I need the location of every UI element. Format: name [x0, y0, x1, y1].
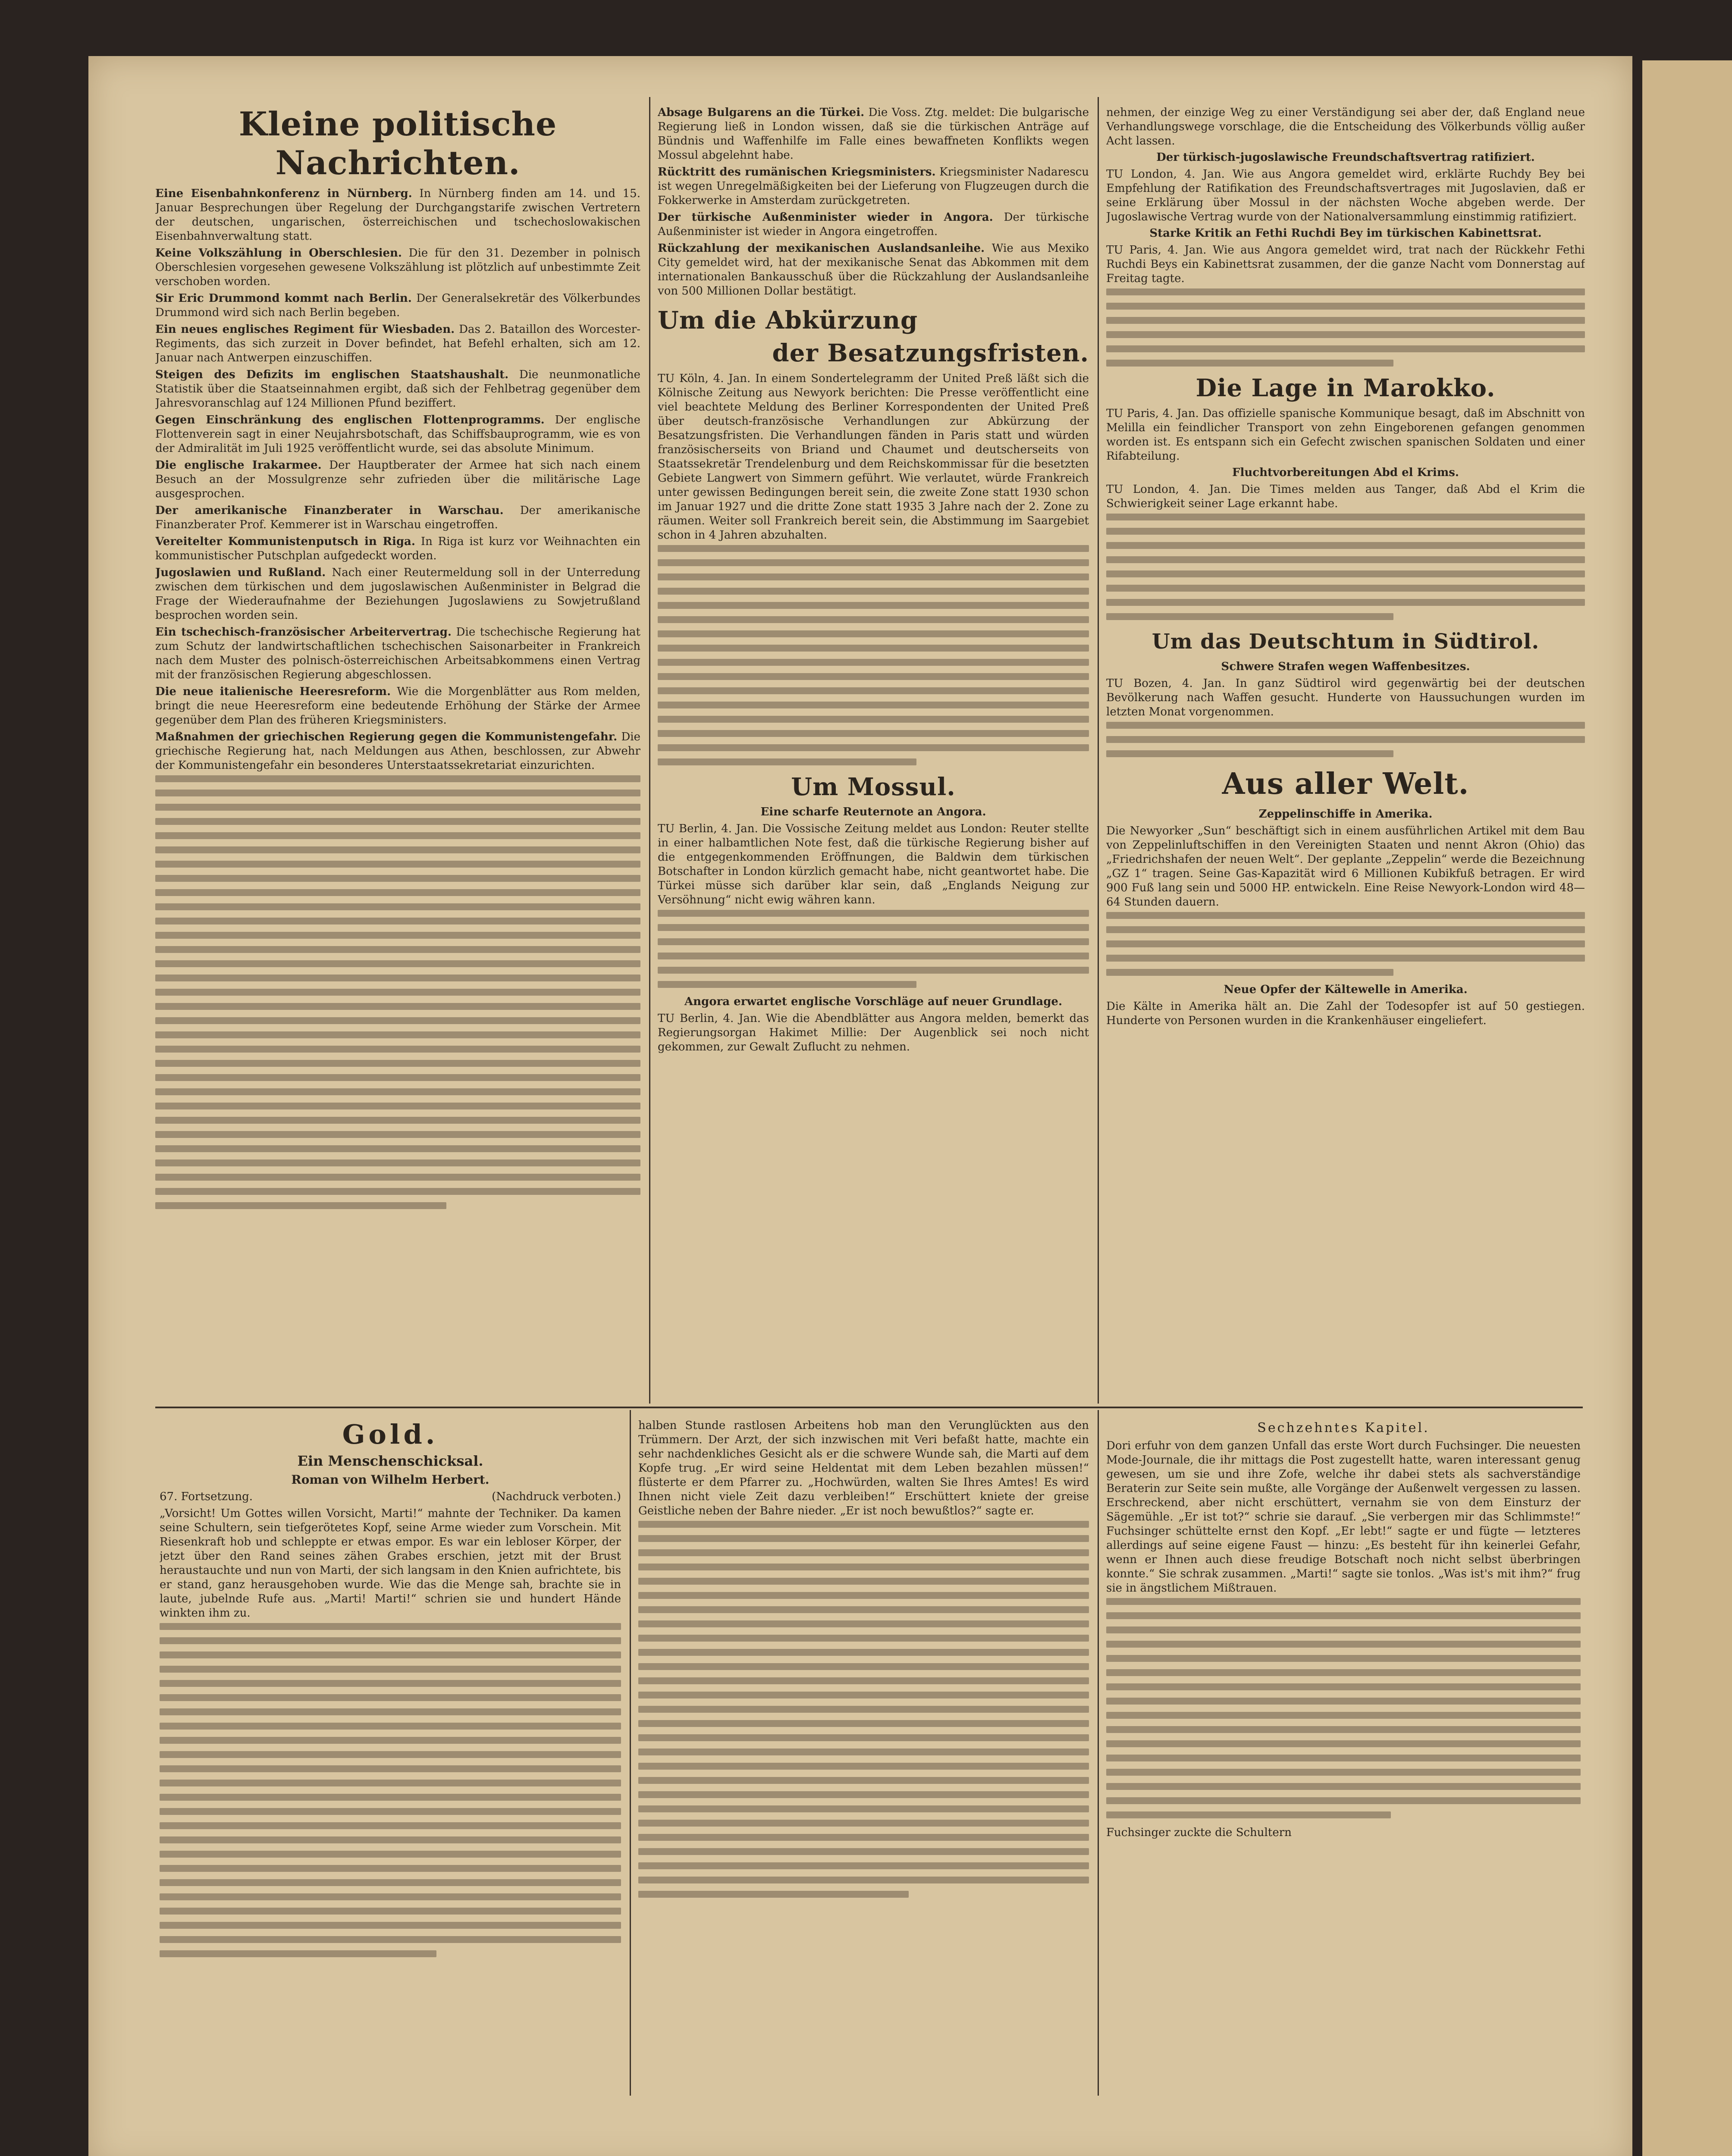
article-title: Die Lage in Marokko.	[1195, 374, 1496, 402]
news-item-headline: Keine Volkszählung in Oberschlesien.	[155, 247, 402, 260]
news-item-text: Der Generalsekretär des Völkerbundes Drummond wird sich nach Berlin begeben.	[155, 292, 640, 319]
article-text: TU Köln, 4. Jan. In einem Sondertelegramm der United Preß läßt sich die Kölnische Zeitung aus Newyork berichten: Die Presse veröffentlicht eine viel beachtete Meldung des Berliner Korrespondenten der United Preß über deutsch-französische Verhandlungen zur Abkürzung der Besatzungsfristen. Die Verhandlungen fänden in Paris statt und würden französischerseits von Briand und Chaumet und deutscherseits von Staatssekretär Trendelenburg und dem Reichskommissar für die besetzten Gebiete Langwert von Simmern geführt. Wie verlautet, würde Frankreich unter gewissen Bedingungen bereit sein, die zweite Zone statt 1930 schon im Januar 1927 und die dritte Zone statt 1935 3 Jahre nach der 2. Zone zu räumen. Weiter soll Frankreich bereit sein, die Abstimmung im Saargebiet schon in 4 Jahren abzuhalten.	[658, 372, 1089, 542]
serial-text: halben Stunde rastlosen Arbeitens hob man den Verunglückten aus den Trümmern. Der Arzt, der sich inzwischen mit Veri befaßt hatte, machte ein sehr nachdenkliches Gesicht als er die schwere Wunde sah, die Marti auf dem Kopfe trug. „Er wird seine Heldentat mit dem Leben bezahlen müssen!“ flüsterte er dem Pfarrer zu. „Hochwürden, walten Sie Ihres Amtes! Es wird Ihnen nicht viele Zeit dazu verbleiben!“ Erschüttert kniete der greise Geistliche neben der Bahre nieder. „Er ist noch bewußtlos?“ sagte er.	[638, 1419, 1089, 1517]
serial-column-right	[1106, 1419, 1581, 2091]
news-item-text: Der amerikanische Finanzberater Prof. Kemmerer ist in Warschau eingetroffen.	[155, 504, 640, 531]
serial-column-left	[160, 1419, 621, 2091]
news-item-text: Die neunmonatliche Statistik über die Staatseinnahmen ergibt, daß sich der Fehlbetrag gegenüber dem Jahresvoranschlag auf 124 Millionen Pfund beziffert.	[155, 368, 640, 410]
news-item-headline: Ein neues englisches Regiment für Wiesbaden.	[155, 323, 455, 336]
news-item	[155, 504, 640, 532]
serial-column-middle	[638, 1419, 1089, 2091]
news-item	[658, 210, 1089, 239]
news-item	[155, 368, 640, 411]
article-text: TU Paris, 4. Jan. Wie aus Angora gemeldet wird, trat nach der Rückkehr Fethi Ruchdi Beys ein Kabinettsrat zusammen, der die ganze Nacht vom Donnerstag auf Freitag tagte.	[1106, 244, 1585, 285]
text-filler	[658, 910, 1089, 988]
article-subtitle: Starke Kritik an Fethi Ruchdi Bey im türkischen Kabinettsrat.	[1149, 227, 1542, 240]
article-text: nehmen, der einzige Weg zu einer Verständigung sei aber der, daß England neue Verhandlungswege vorschlage, die die Entscheidung des Völkerbunds völlig außer Acht lassen.	[1106, 106, 1585, 147]
article-text: Die Kälte in Amerika hält an. Die Zahl der Todesopfer ist auf 50 gestiegen. Hunderte von Personen wurden in die Krankenhäuser eingeliefert.	[1106, 1000, 1585, 1027]
news-item	[658, 241, 1089, 298]
news-item-text: Der englische Flottenverein sagt in einer Neujahrsbotschaft, das Schiffsbauprogramm, wie es von der Admiralität im Juli 1925 veröffentlicht wurde, sei das absolute Minimum.	[155, 414, 640, 455]
serial-text: Dori erfuhr von dem ganzen Unfall das erste Wort durch Fuchsinger. Die neuesten Mode-Journale, die ihr mittags die Post zugestellt hatte, waren interessant genug gewesen, um sie und ihre Zofe, welche ihr dabei stets als sachverständige Beraterin zur Seite sein mußte, alle Vorgänge der Außenwelt vergessen zu lassen. Erschreckend, aber nicht erschüttert, vernahm sie von dem Einsturz der Sägemühle. „Er ist tot?“ schrie sie darauf. „Sie verbergen mir das Schlimmste!“ Fuchsinger schüttelte ernst den Kopf. „Er lebt!“ sagte er und fügte — letzteres allerdings auf seine eigene Faust — hinzu: „Es besteht für ihn keinerlei Gefahr, wenn er Ihnen auch diese freudige Botschaft noch nicht selbst überbringen konnte.“ Sie schrak zusammen. „Marti!“ sagte sie tonlos. „Was ist's mit ihm?“ frug sie in ängstlichem Mißtrauen.	[1106, 1439, 1581, 1595]
news-item	[155, 323, 640, 365]
news-item	[155, 730, 640, 773]
news-item	[155, 566, 640, 623]
news-item-headline: Die neue italienische Heeresreform.	[155, 685, 391, 698]
news-item-text: Die für den 31. Dezember in polnisch Oberschlesien vorgesehen gewesene Volkszählung ist plötzlich auf unbestimmte Zeit verschoben worden.	[155, 247, 640, 288]
news-item-headline: Sir Eric Drummond kommt nach Berlin.	[155, 292, 412, 305]
article-title: Aus aller Welt.	[1222, 767, 1469, 801]
news-item-text: Kriegsminister Nadarescu ist wegen Unregelmäßigkeiten bei der Lieferung von Flugzeugen durch die Fokkerwerke in Amsterdam zurückgetreten.	[658, 166, 1089, 207]
article-text: TU London, 4. Jan. Wie aus Angora gemeldet wird, erklärte Ruchdy Bey bei Empfehlung der Ratifikation des Freundschaftsvertrages mit Jugoslavien, daß er seine Erklärung über Mossul in der nächsten Woche abgeben werde. Der Jugoslawische Vertrag wurde von der Nationalversammlung einstimmig ratifiziert.	[1106, 168, 1585, 223]
feuilleton-divider	[155, 1407, 1583, 1408]
column-rule	[1098, 1410, 1099, 2096]
news-item-text: Der türkische Außenminister ist wieder in Angora eingetroffen.	[658, 211, 1089, 238]
middle-column	[658, 106, 1089, 1401]
news-item-headline: Der türkische Außenminister wieder in Angora.	[658, 211, 993, 224]
serial-copyright: (Nachdruck verboten.)	[492, 1490, 621, 1503]
article-subtitle: Angora erwartet englische Vorschläge auf neuer Grundlage.	[684, 995, 1063, 1008]
news-item-text: Die tschechische Regierung hat zum Schutz der landwirtschaftlichen tschechischen Saisonarbeiter in Frankreich nach dem Muster des polnisch-österreichischen Arbeitsabkommens einen Vertrag mit der französischen Regierung abgeschlossen.	[155, 626, 640, 681]
article-text: TU Berlin, 4. Jan. Wie die Abendblätter aus Angora melden, bemerkt das Regierungsorgan Hakimet Millie: Der Augenblick sei noch nicht gekommen, zur Gewalt Zuflucht zu nehmen.	[658, 1012, 1089, 1053]
news-item-text: In Riga ist kurz vor Weihnachten ein kommunistischer Putschplan aufgedeckt worden.	[155, 535, 640, 562]
news-item	[155, 535, 640, 563]
news-item-headline: Gegen Einschränkung des englischen Flottenprogramms.	[155, 414, 545, 426]
text-filler	[658, 545, 1089, 765]
news-item	[155, 291, 640, 320]
article-subtitle: Eine scharfe Reuternote an Angora.	[760, 805, 986, 818]
news-item-text: Die griechische Regierung hat, nach Meldungen aus Athen, beschlossen, zur Abwehr der Kommunistengefahr ein besonderes Unterstaatssekretariat einzurichten.	[155, 730, 640, 772]
column-rule	[649, 97, 650, 1404]
text-filler	[160, 1623, 621, 1957]
serial-text: „Vorsicht! Um Gottes willen Vorsicht, Marti!“ mahnte der Techniker. Da kamen seine Schultern, sein tiefgerötetes Kopf, seine Arme wieder zum Vorschein. Mit Riesenkraft hob und schleppte er etwas empor. Es war ein lebloser Körper, der jetzt über den Rand seines zähen Grabes erschien, jetzt mit der Brust heraustauchte und nun von Marti, der sich langsam in den Knien aufrichtete, bis er stand, ganz herausgehoben wurde. Wie das die Menge sah, brachte sie in laute, jubelnde Rufe aus. „Marti! Marti!“ schrien sie und hundert Hände winkten ihm zu.	[160, 1507, 621, 1620]
news-item-text: Wie die Morgenblätter aus Rom melden, bringt die neue Heeresreform eine bedeutende Erhöhung der Stärke der Armee gegenüber dem Plan des früheren Kriegsministers.	[155, 685, 640, 727]
serial-title: Gold.	[342, 1419, 439, 1450]
news-item-headline: Rücktritt des rumänischen Kriegsministers.	[658, 166, 936, 179]
article-text: TU Paris, 4. Jan. Das offizielle spanische Kommunique besagt, daß im Abschnitt von Melilla ein feindlicher Transport von zehn Eingeborenen gefangen genommen worden ist. Es entspann sich ein Gefecht zwischen spanischen Soldaten und einer Rifabteilung.	[1106, 407, 1585, 463]
article-text: TU Berlin, 4. Jan. Die Vossische Zeitung meldet aus London: Reuter stellte in einer halbamtlichen Note fest, daß die türkische Regierung bisher auf die entgegenkommenden Eröffnungen, die Baldwin dem türkischen Botschafter in London kürzlich gemacht habe, nicht geantwortet habe. Die Türkei müsse sich darüber klar sein, daß „Englands Neigung zur Versöhnung“ nicht ewig währen kann.	[658, 822, 1089, 906]
news-item	[155, 246, 640, 289]
article-subtitle: Schwere Strafen wegen Waffenbesitzes.	[1221, 660, 1470, 673]
news-item-text: Wie aus Mexiko City gemeldet wird, hat der mexikanische Senat das Abkommen mit dem internationalen Bankausschuß über die Rückzahlung der Auslandsanleihe von 500 Millionen Dollar bestätigt.	[658, 242, 1089, 298]
serial-continuation: 67. Fortsetzung.	[160, 1490, 253, 1503]
article-text: TU London, 4. Jan. Die Times melden aus Tanger, daß Abd el Krim die Schwierigkeit seiner Lage erkannt habe.	[1106, 483, 1585, 510]
article-title: Um Mossul.	[791, 773, 956, 801]
serial-last-line: Fuchsinger zuckte die Schultern	[1106, 1826, 1292, 1839]
news-item-headline: Maßnahmen der griechischen Regierung gegen die Kommunistengefahr.	[155, 730, 618, 743]
news-item-headline: Eine Eisenbahnkonferenz in Nürnberg.	[155, 187, 412, 200]
article-title-line2: der Besatzungsfristen.	[772, 339, 1089, 367]
article-text: TU Bozen, 4. Jan. In ganz Südtirol wird gegenwärtig bei der deutschen Bevölkerung nach Waffen gesucht. Hunderte von Haussuchungen wurden im letzten Monat vorgenommen.	[1106, 677, 1585, 718]
article-subtitle: Zeppelinschiffe in Amerika.	[1258, 808, 1433, 821]
text-filler	[1106, 514, 1585, 620]
news-item-headline: Vereitelter Kommunistenputsch in Riga.	[155, 535, 415, 548]
news-item-text: In Nürnberg finden am 14. und 15. Januar Besprechungen über Regelung der Durchgangstarife zwischen Vertretern der deutschen, ungarischen, österreichischen und tschechoslowakischen Eisenbahnverwaltung statt.	[155, 187, 640, 243]
news-item-headline: Die englische Irakarmee.	[155, 459, 322, 472]
chapter-title: Sechzehntes Kapitel.	[1257, 1420, 1430, 1435]
news-item	[155, 685, 640, 727]
column-rule	[630, 1410, 631, 2096]
news-item	[658, 106, 1089, 163]
article-title-line1: Um die Abkürzung	[658, 306, 918, 335]
article-title: Um das Deutschtum in Südtirol.	[1152, 630, 1540, 654]
news-item	[155, 625, 640, 682]
news-item	[658, 165, 1089, 208]
news-items	[658, 106, 1089, 298]
text-filler	[155, 775, 640, 1209]
text-filler	[1106, 912, 1585, 976]
news-item-headline: Absage Bulgarens an die Türkei.	[658, 106, 865, 119]
text-filler	[1106, 722, 1585, 757]
left-column	[155, 101, 640, 1401]
adjacent-page-edge	[1642, 60, 1732, 2156]
text-filler	[1106, 1598, 1581, 1818]
news-item-headline: Steigen des Defizits im englischen Staatshaushalt.	[155, 368, 509, 381]
news-item-text: Das 2. Bataillon des Worcester-Regiments, das sich zurzeit in Dover befindet, hat Befehl erhalten, sich am 12. Januar nach Antwerpen einzuschiffen.	[155, 323, 640, 364]
article-subtitle: Fluchtvorbereitungen Abd el Krims.	[1232, 466, 1459, 479]
article-subtitle: Neue Opfer der Kältewelle in Amerika.	[1224, 983, 1468, 996]
text-filler	[1106, 288, 1585, 367]
column-rule	[1098, 97, 1099, 1404]
serial-subtitle: Ein Menschenschicksal.	[297, 1453, 483, 1469]
news-item	[155, 458, 640, 501]
news-item-text: Die Voss. Ztg. meldet: Die bulgarische Regierung ließ in London wissen, daß sie die türkischen Anträge auf Bündnis und Waffenhilfe im Falle eines bewaffneten Konflikts wegen Mossul abgelehnt habe.	[658, 106, 1089, 162]
news-item-text: Der Hauptberater der Armee hat sich nach einem Besuch an der Mossulgrenze sehr zufrieden über die militärische Lage ausgesprochen.	[155, 459, 640, 500]
article-text: Die Newyorker „Sun“ beschäftigt sich in einem ausführlichen Artikel mit dem Bau von Zeppelinluftschiffen in den Vereinigten Staaten und nennt Akron (Ohio) das „Friedrichshafen der neuen Welt“. Der geplante „Zeppelin“ werde die Bezeichnung „GZ 1“ tragen. Seine Gas-Kapazität wird 6 Millionen Kubikfuß betragen. Er wird 900 Fuß lang sein und 5000 HP. entwickeln. Eine Reise Newyork-London wird 48—64 Stunden dauern.	[1106, 824, 1585, 909]
serial-meta	[160, 1490, 621, 1503]
news-items	[155, 187, 640, 773]
right-column	[1106, 106, 1585, 1401]
news-item-headline: Rückzahlung der mexikanischen Auslandsanleihe.	[658, 242, 985, 255]
news-item-headline: Jugoslawien und Rußland.	[155, 566, 326, 579]
news-item-headline: Der amerikanische Finanzberater in Warschau.	[155, 504, 504, 517]
news-item-headline: Ein tschechisch-französischer Arbeitervertrag.	[155, 626, 452, 639]
section-title: Kleine politische Nachrichten.	[238, 105, 557, 182]
article-subtitle: Der türkisch-jugoslawische Freundschaftsvertrag ratifiziert.	[1156, 151, 1535, 164]
serial-author: Roman von Wilhelm Herbert.	[291, 1473, 489, 1487]
news-item	[155, 187, 640, 244]
news-item-text: Nach einer Reutermeldung soll in der Unterredung zwischen dem türkischen und dem jugoslawischen Außenminister in Belgrad die Frage der Wiederaufnahme der Beziehungen Jugoslawiens zu Sowjetrußland besprochen worden sein.	[155, 566, 640, 622]
text-filler	[638, 1521, 1089, 1898]
news-item	[155, 413, 640, 456]
